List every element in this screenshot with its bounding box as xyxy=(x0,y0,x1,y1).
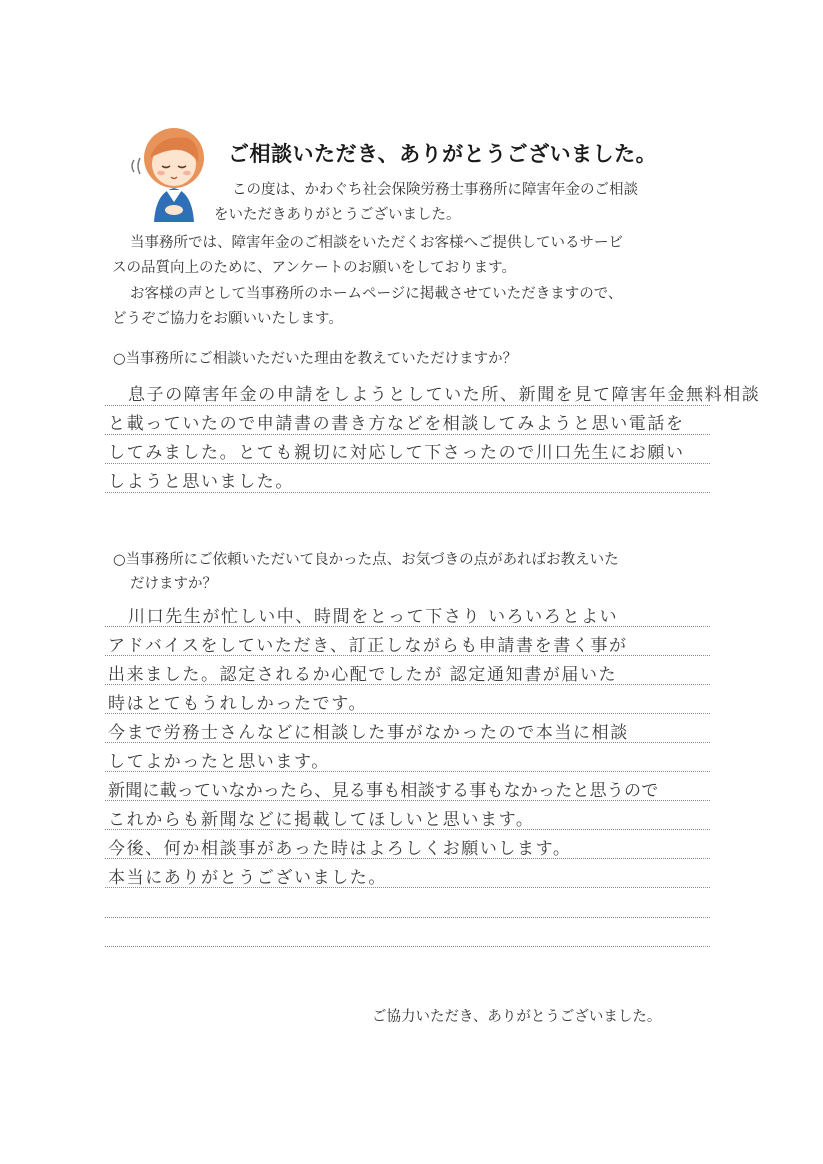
question-2-label: ○当事務所にご依頼いただいて良かった点、お気づきの点があればお教えいた xyxy=(113,552,619,568)
answer-2-line: 本当にありがとうございました。 xyxy=(108,868,387,888)
intro-text: をいただきありがとうございました。 xyxy=(214,207,461,223)
bowing-woman-illustration xyxy=(128,122,218,222)
answer-2-line: してよかったと思います。 xyxy=(108,752,330,772)
answer-rule xyxy=(105,492,710,493)
intro-text: スの品質向上のために、アンケートのお願いをしております。 xyxy=(112,260,516,276)
answer-1-line: してみました。とても親切に対応して下さったので川口先生にお願い xyxy=(108,443,685,463)
answer-2-line: 新聞に載っていなかったら、見る事も相談する事もなかったと思うので xyxy=(108,781,659,801)
answer-1-line: 息子の障害年金の申請をしようとしていた所、新聞を見て障害年金無料相談 xyxy=(128,385,761,405)
closing-text: ご協力いただき、ありがとうございました。 xyxy=(372,1009,662,1025)
answer-2-line: 川口先生が忙しい中、時間をとって下さり いろいろとよい xyxy=(128,607,619,627)
answer-1-line: しようと思いました。 xyxy=(108,472,294,492)
intro-text: お客様の声として当事務所のホームページに掲載させていただきますので、 xyxy=(130,286,623,302)
answer-rule xyxy=(105,405,710,406)
question-2-label: だけますか？ xyxy=(130,576,217,592)
answer-2-line: 今後、何か相談事があった時はよろしくお願いします。 xyxy=(108,839,572,859)
question-1-label: ○当事務所にご相談いただいた理由を教えていただけますか？ xyxy=(113,351,518,367)
intro-text: どうぞご協力をお願いいたします。 xyxy=(112,311,343,327)
answer-2-line: アドバイスをしていただき、訂正しながらも申請書を書く事が xyxy=(108,636,628,656)
intro-text: 当事務所では、障害年金のご相談をいただくお客様へご提供しているサービ xyxy=(130,235,623,251)
answer-2-line: 今まで労務士さんなどに相談した事がなかったので本当に相談 xyxy=(108,723,629,743)
intro-text: この度は、かわぐち社会保険労務士事務所に障害年金のご相談 xyxy=(232,182,638,198)
page-title: ご相談いただき、ありがとうございました。 xyxy=(228,142,658,166)
answer-rule xyxy=(105,463,710,464)
answer-2-line: 出来ました。認定されるか心配でしたが 認定通知書が届いた xyxy=(108,665,618,685)
answer-rule xyxy=(105,946,710,947)
answer-1-line: と載っていたので申請書の書き方などを相談してみようと思い電話を xyxy=(108,414,685,434)
answer-2-line: 時はとてもうれしかったです。 xyxy=(108,694,368,714)
answer-rule xyxy=(105,917,710,918)
answer-2-line: これからも新聞などに掲載してほしいと思います。 xyxy=(108,810,535,830)
answer-rule xyxy=(105,434,710,435)
